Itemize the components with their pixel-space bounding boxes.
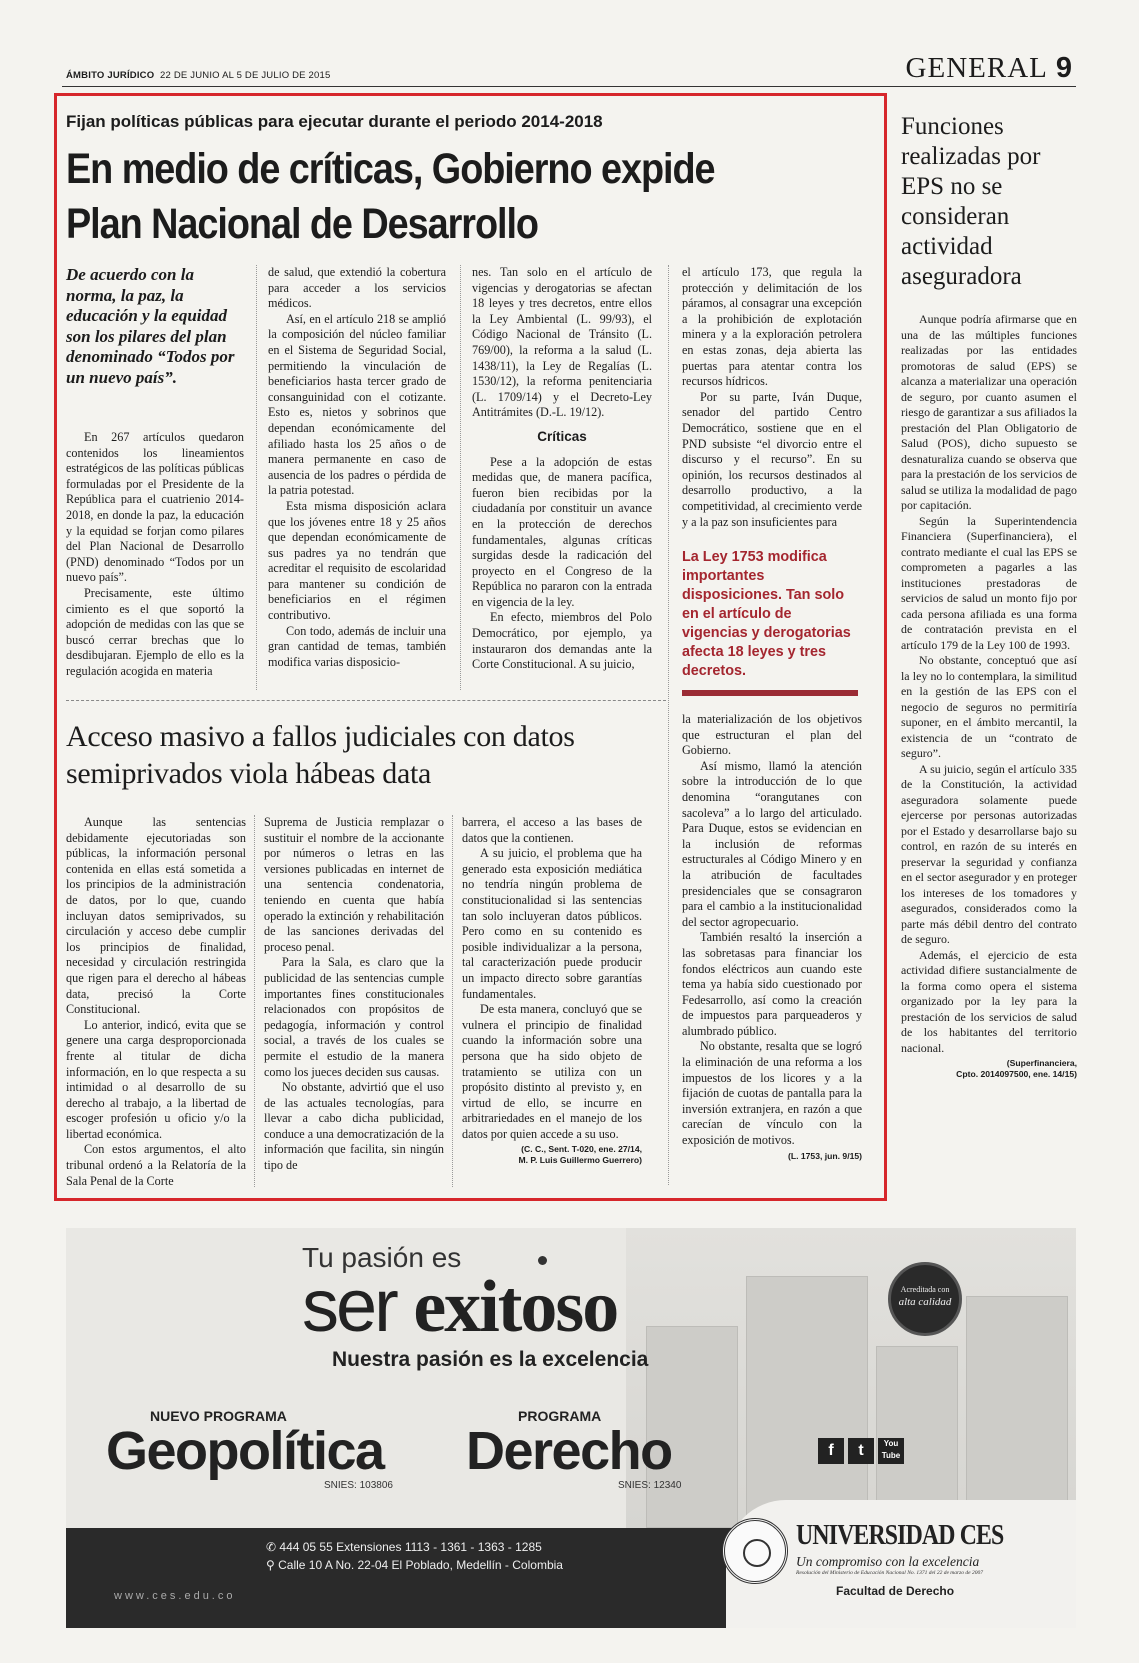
ad-slogan-part2: exitoso (413, 1266, 618, 1348)
article2-citation (462, 1144, 642, 1166)
paragraph: barrera, el acceso a las bases de datos que la contienen. (462, 815, 642, 845)
ad-background-buildings (626, 1228, 1076, 1528)
university-name: UNIVERSIDAD CES (796, 1520, 1004, 1551)
paragraph: A su juicio, según el artículo 335 de la Constitución, la actividad aseguradora solamente puede ejercerse por personas autorizadas por el Estado y desarrollarse bajo su control, en razón de su interés en preservar la seguridad y confianza en el sector asegurador y en proteger los intereses de los tomadores y asegurados, considerados como la parte más débil dentro del contrato de seguro. (901, 761, 1077, 946)
paragraph: No obstante, advirtió que el uso de las actuales tecnologías, para llevar a cabo dicha publicidad, conduce a una democratización de la información que facilita, sin ningún tipo de (264, 1080, 444, 1173)
paragraph: de salud, que extendió la cobertura para acceder a los servicios médicos. (268, 265, 446, 311)
ad-phone: ✆ 444 05 55 Extensiones 1113 - 1361 - 1363 - 1285 (266, 1540, 542, 1554)
paragraph: No obstante, conceptuó que así la ley no lo contemplara, la similitud en la gestión de las EPS con el negocio de seguros no permitiría suponer, en el ámbito mercantil, la existencia de un “contrato de seguro”. (901, 653, 1077, 760)
publication-name: ÁMBITO JURÍDICO (66, 70, 155, 81)
ad-program1-name: Geopolítica (106, 1421, 384, 1481)
paragraph: Suprema de Justicia remplazar o sustituir el nombre de la accionante por números o letras en las versiones publicadas en internet de una sentencia condenatoria, teniendo en cuenta que había operado la extinción y rehabilitación de las sanciones derivadas del proceso penal. (264, 815, 444, 954)
university-tagline: Un compromiso con la excelencia (796, 1554, 980, 1569)
twitter-icon: t (848, 1438, 874, 1464)
section-header (906, 52, 1073, 85)
seal-inner-ring (743, 1539, 771, 1567)
ad-slogan-part1: ser (302, 1264, 396, 1347)
paragraph: Precisamente, este último cimiento es el que soportó la adopción de medidas con las que se buscó cerrar brechas que lo desdibujaran. Ejemplo de ello es la regulación acogida en materia (66, 585, 244, 678)
paragraph: el artículo 173, que regula la protección y delimitación de los páramos, al consagrar una excepción a la prohibición de explotación minera y a la exploración petrolera en estas zonas, deja abierta las puertas para atentar contra los recursos hídricos. (682, 265, 862, 389)
paragraph: Aunque las sentencias debidamente ejecutoriadas son públicas, la información personal contenida en ellas está sometida a los principios de la administración de datos, por lo que, cuando incluyan datos semiprivados, su circulación y acceso debe cumplir los principios de finalidad, necesidad y circulación restringida que rigen para el derecho al hábeas data, precisó la Corte Constitucional. (66, 815, 246, 1017)
paragraph: Con estos argumentos, el alto tribunal ordenó a la Relatoría de la Sala Penal de la Corte (66, 1142, 246, 1187)
paragraph: nes. Tan solo en el artículo de vigencias y derogatorias se afectan 18 leyes y tres decretos, entre ellos la Ley Ambiental (L. 99/93), el Código Nacional de Tránsito (L. 769/00), la reforma a la salud (L. 1438/11), la Ley de Regalías (L. 1530/12), la reforma penitenciaria (L. 1709/14) y el Decreto-Ley Antitrámites (D.-L. 19/12). (472, 265, 652, 420)
university-resolution: Resolución del Ministerio de Educación Nacional No. 1371 del 22 de marzo de 2007 (796, 1570, 983, 1576)
subheading-criticas: Críticas (537, 428, 587, 444)
ad-website: www.ces.edu.co (114, 1590, 236, 1602)
pull-quote: La Ley 1753 modifica importantes disposiciones. Tan solo en el artículo de vigencias y derogatorias afecta 18 leyes y tres decretos. (682, 549, 851, 679)
ad-dot (538, 1256, 547, 1265)
ad-tagline-1: Tu pasión es (302, 1242, 462, 1273)
paragraph: En 267 artículos quedaron contenidos los lineamientos estratégicos de las políticas públicas formuladas por el Presidente de la República para el cuatrienio 2014-2018, en donde la paz, la educación y la equidad se forjan como pilares del Plan Nacional de Desarrollo (PND) denominado “Todos por un nuevo país”. (66, 430, 244, 585)
sidebar-headline: Funciones realizadas por EPS no se consideran actividad aseguradora (901, 113, 1041, 290)
paragraph: Pese a la adopción de estas medidas que, de manera pacífica, fueron bien recibidas por la ciudadanía por constituir un avance en la protección de derechos fundamentales, algunas críticas surgidas desde la radicación del proyecto en el Congreso de la República no pararon con la entrada en vigencia de la ley. (472, 454, 652, 609)
paragraph: la materialización de los objetivos que estructuran el plan del Gobierno. (682, 712, 862, 758)
paragraph: Aunque podría afirmarse que en una de las múltiples funciones realizadas por las entidades promotoras de salud (EPS) se alcanza a materializar una operación de seguro, por cuanto asumen el riesgo de garantizar a sus afiliados la prestación del Plan Obligatorio de Salud (POS), dicho supuesto se desnaturaliza cuando se observa que para la prestación de los servicios de salud se utiliza la modalidad de pago por capitación. (901, 312, 1077, 512)
column-divider (254, 815, 255, 1187)
advertisement (66, 1228, 1076, 1628)
paragraph: También resaltó la inserción a las sobretasas para financiar los fondos eléctricos aun cuando este tema ya había sido cuestionado por Fedesarrollo, así como la creación de impuestos para parqueaderos y alumbrado público. (682, 930, 862, 1038)
paragraph: De esta manera, concluyó que se vulnera el principio de finalidad cuando la información sobre una persona que ha sido objeto de tratamiento se utiliza con un propósito distinto al previsto y, en virtud de ello, se incurre en arbitrariedades en el manejo de los datos por quien accede a su uso. (462, 1002, 642, 1141)
column-divider (460, 265, 461, 690)
building-shape (966, 1296, 1068, 1528)
badge-line-2: alta calidad (898, 1296, 952, 1308)
paragraph: Esta misma disposición aclara que los jóvenes entre 18 y 25 años que dependan económicamente de sus padres ya no tendrán que acreditar el requisito de escolaridad para mantener su condición de beneficiarios en el régimen contributivo. (268, 498, 446, 623)
article1-column-3 (472, 265, 652, 690)
university-seal-icon (722, 1518, 788, 1584)
paragraph: Con todo, además de incluir una gran cantidad de temas, también modifica varias disposicio- (268, 623, 446, 669)
paragraph: No obstante, resalta que se logró la eliminación de una reforma a los impuestos de los licores y a la fijación de cuotas de pantalla para la inversión extranjera, en razón a que carecían de vínculo con la exposición de motivos. (682, 1039, 862, 1148)
paragraph: Lo anterior, indicó, evita que se genere una carga desproporcionada frente al titular de dicha información, en lo que respecta a su intimidad o al desarrollo de su derecho al trabajo, a la libertad de escoger profesión u oficio y/o la libertad económica. (66, 1017, 246, 1141)
article2-headline: Acceso masivo a fallos judiciales con datos semiprivados viola hábeas data (66, 720, 575, 790)
article1-column-4b (682, 712, 862, 1182)
article1-headline: En medio de críticas, Gobierno expide Plan Nacional de Desarrollo (66, 145, 715, 248)
paragraph: En efecto, miembros del Polo Democrático, por ejemplo, ya instauraron dos demandas ante la Corte Constitucional. A su juicio, (472, 610, 652, 672)
pull-quote-bar (682, 690, 858, 696)
column-divider (256, 265, 257, 690)
paragraph: Así, en el artículo 218 se amplió la composición del núcleo familiar en el Sistema de Seguridad Social, permitiendo la vinculación de beneficiarios hasta tercer grado de consanguinidad con el cotizante. Esto es, nietos y sobrinos que dependan económicamente del afiliado hasta los 25 años o de manera permanente en caso de ausencia de los padres o pérdida de la patria potestad. (268, 311, 446, 498)
faculty-name: Facultad de Derecho (836, 1584, 955, 1598)
citation-line: Cpto. 2014097500, ene. 14/15) (956, 1069, 1077, 1079)
facebook-icon: f (818, 1438, 844, 1464)
accreditation-badge (888, 1262, 962, 1336)
article1-column-4a (682, 265, 862, 535)
ad-program2-label: PROGRAMA (518, 1408, 602, 1424)
section-name: GENERAL (905, 52, 1048, 84)
ad-tagline-2: Nuestra pasión es la excelencia (332, 1348, 649, 1371)
paragraph: Por su parte, Iván Duque, senador del partido Centro Democrático, sostiene que en el PND subsiste “el divorcio entre el discurso y el recurso”. En su opinión, los recursos destinados al desarrollo productivo, a la competitividad, al crecimiento verde y a la paz son insuficientes para (682, 389, 862, 529)
badge-line-1: Acreditada con (900, 1285, 950, 1294)
article1-column-1 (66, 430, 244, 688)
article1-citation: (L. 1753, jun. 9/15) (787, 1150, 862, 1161)
ad-address: ⚲ Calle 10 A No. 22-04 El Poblado, Medellín - Colombia (266, 1558, 563, 1572)
paragraph: Para la Sala, es claro que la publicidad de las sentencias cumple importantes fines constitucionales relacionados con propósitos de pedagogía, información y control social, a través de los cuales se permite el estudio de la manera como los jueces deciden sus causas. (264, 955, 444, 1079)
article1-kicker: Fijan políticas públicas para ejecutar durante el periodo 2014-2018 (66, 112, 603, 131)
article2-column-2 (264, 815, 444, 1187)
ad-program2-name: Derecho (466, 1421, 672, 1481)
article1-column-2 (268, 265, 446, 690)
citation-line: (C. C., Sent. T-020, ene. 27/14, (521, 1144, 642, 1155)
sidebar-citation (901, 1058, 1077, 1080)
youtube-icon: You Tube (878, 1438, 904, 1464)
column-divider (452, 815, 453, 1187)
article2-column-3 (462, 815, 642, 1187)
ad-program1-snies: SNIES: 103806 (324, 1480, 393, 1491)
ad-slogan (302, 1266, 617, 1347)
ad-program2-snies: SNIES: 12340 (618, 1480, 682, 1491)
article-divider (66, 700, 666, 701)
page-number: 9 (1055, 52, 1073, 84)
issue-dates: 22 DE JUNIO AL 5 DE JULIO DE 2015 (160, 70, 331, 81)
paragraph: A su juicio, el problema que ha generado esta exposición mediática no tendría ningún problema de constitucionalidad si las sentencias tan solo incluyeran datos públicos. Pero como en su contenido es posible individualizar a la persona, tal caracterización puede producir un impacto directo sobre garantías fundamentales. (462, 846, 642, 1001)
header-rule (62, 86, 1076, 87)
citation-line: (Superfinanciera, (1006, 1058, 1077, 1068)
building-shape (746, 1276, 868, 1528)
article2-column-1 (66, 815, 246, 1187)
article1-lead: De acuerdo con la norma, la paz, la educación y la equidad son los pilares del plan denominado “Todos por un nuevo país”. (66, 265, 235, 387)
column-divider (668, 265, 669, 1185)
paragraph: Según la Superintendencia Financiera (Superfinanciera), el contrato mediante el cual las EPS se comprometen a pagarles a las instituciones prestadoras de servicios de salud un monto fijo por cada persona afiliada es una forma de contratación prevista en el artículo 179 de la Ley 100 de 1993. (901, 513, 1077, 652)
publication-header (66, 70, 331, 81)
paragraph: Además, el ejercicio de esta actividad difiere sustancialmente de la forma como opera el sistema organizado por la ley para la prestación de los servicios de salud de los habitantes del territorio nacional. (901, 947, 1077, 1055)
paragraph: Así mismo, llamó la atención sobre la introducción de lo que denomina “orangutanes con sacoleva” a lo largo del articulado. Para Duque, estos se evidencian en la inclusión de reformas estructurales al Código Minero y en la atribución de facultades presidenciales que se consagraron para el cambio a la institucionalidad del sector agropecuario. (682, 758, 862, 929)
ad-program1-label: NUEVO PROGRAMA (150, 1408, 287, 1424)
sidebar-body (901, 312, 1077, 1202)
citation-line: M. P. Luis Guillermo Guerrero) (518, 1155, 642, 1166)
